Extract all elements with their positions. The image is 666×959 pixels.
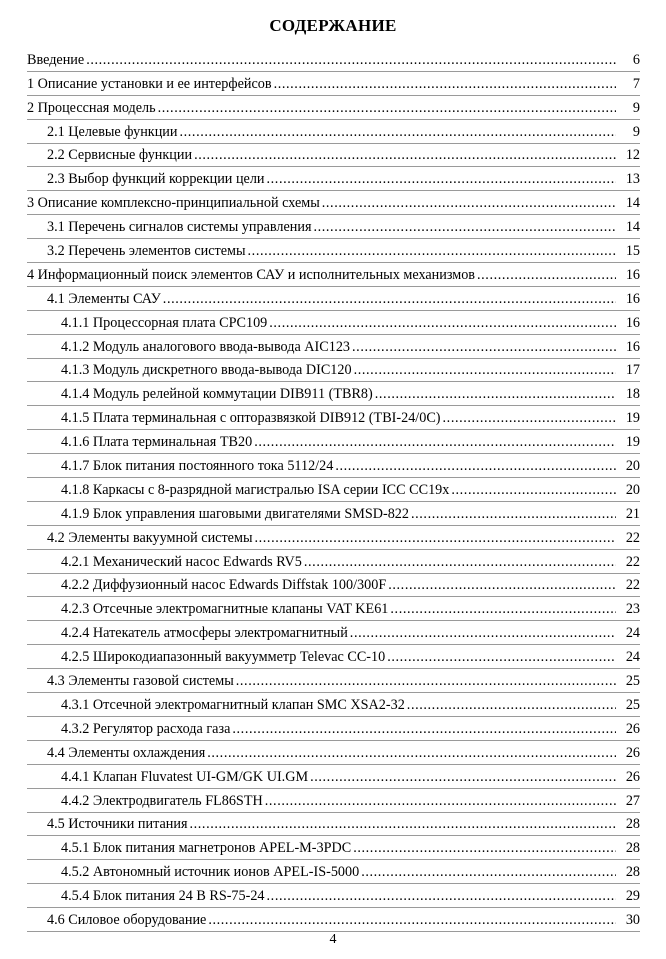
toc-entry-text: [61, 601, 616, 618]
toc-entry-page: 28: [625, 816, 640, 833]
toc-leader-dots: [207, 745, 616, 762]
table-of-contents: [27, 48, 640, 932]
toc-entry-page: 14: [625, 219, 640, 236]
toc-entry-page: 26: [625, 744, 640, 761]
toc-entry-text: [61, 649, 616, 666]
toc-entry-page: 9: [632, 123, 640, 140]
toc-leader-dots: [443, 410, 616, 427]
toc-entry[interactable]: [27, 335, 640, 359]
toc-entry-page: 23: [625, 601, 640, 618]
toc-entry-label: 2.3 Выбор функций коррекции цели: [47, 171, 265, 188]
toc-leader-dots: [86, 52, 616, 69]
toc-leader-dots: [353, 840, 616, 857]
toc-entry[interactable]: [27, 167, 640, 191]
toc-entry-text: [61, 482, 616, 499]
toc-entry-label: 4.4.1 Клапан Fluvatest UI-GM/GK UI.GM: [61, 768, 309, 785]
toc-entry-label: 4.1.6 Плата терминальная TB20: [61, 434, 253, 451]
toc-entry-page: 17: [625, 362, 640, 379]
page-title: СОДЕРЖАНИЕ: [269, 16, 397, 35]
toc-entry[interactable]: [27, 884, 640, 908]
toc-entry-label: 4.5.2 Автономный источник ионов APEL-IS-5000: [61, 864, 360, 881]
toc-entry[interactable]: [27, 430, 640, 454]
toc-entry-label: 4.3.1 Отсечной электромагнитный клапан SMC XSA2-32: [61, 696, 405, 713]
toc-leader-dots: [322, 195, 616, 212]
toc-entry-label: 1 Описание установки и ее интерфейсов: [27, 75, 272, 92]
toc-entry-label: 4.2 Элементы вакуумной системы: [47, 529, 253, 546]
toc-entry-page: 14: [625, 195, 640, 212]
toc-leader-dots: [274, 76, 616, 93]
toc-entry[interactable]: [27, 765, 640, 789]
toc-entry-label: 4.1 Элементы САУ: [47, 290, 161, 307]
toc-entry-page: 13: [625, 171, 640, 188]
toc-entry-page: 6: [632, 51, 640, 68]
toc-entry-label: 4.1.9 Блок управления шаговыми двигателями SMSD-822: [61, 505, 409, 522]
page-number: 4: [329, 932, 337, 947]
toc-leader-dots: [179, 124, 616, 141]
toc-entry[interactable]: [27, 382, 640, 406]
toc-leader-dots: [350, 625, 616, 642]
toc-entry-text: [27, 267, 616, 284]
toc-entry-text: [27, 195, 616, 212]
toc-entry-label: 4 Информационный поиск элементов САУ и исполнительных механизмов: [27, 266, 476, 283]
toc-leader-dots: [194, 147, 616, 164]
toc-entry[interactable]: [27, 669, 640, 693]
toc-entry-text: [47, 219, 616, 236]
toc-leader-dots: [267, 888, 616, 905]
toc-entry-text: [47, 816, 616, 833]
toc-entry-text: [47, 673, 616, 690]
toc-entry-page: 16: [625, 266, 640, 283]
toc-leader-dots: [163, 291, 616, 308]
toc-leader-dots: [313, 219, 616, 236]
toc-entry[interactable]: [27, 597, 640, 621]
toc-entry-text: [47, 124, 616, 141]
toc-entry-page: 9: [632, 99, 640, 116]
toc-entry-page: 28: [625, 864, 640, 881]
toc-entry-text: [61, 697, 616, 714]
toc-leader-dots: [361, 864, 616, 881]
toc-entry-label: 4.3 Элементы газовой системы: [47, 673, 234, 690]
toc-entry-text: [27, 100, 616, 117]
toc-entry-text: [61, 362, 616, 379]
toc-entry-text: [61, 458, 616, 475]
toc-entry[interactable]: [27, 621, 640, 645]
toc-leader-dots: [354, 362, 616, 379]
toc-entry-text: [61, 840, 616, 857]
toc-entry[interactable]: [27, 741, 640, 765]
toc-entry-label: 2.1 Целевые функции: [47, 123, 178, 140]
toc-entry[interactable]: [27, 836, 640, 860]
toc-entry[interactable]: [27, 96, 640, 120]
toc-entry-text: [61, 769, 616, 786]
toc-entry-text: [27, 76, 616, 93]
toc-entry-text: [61, 625, 616, 642]
toc-entry-label: 2 Процессная модель: [27, 99, 156, 116]
toc-entry-text: [47, 745, 616, 762]
toc-entry[interactable]: [27, 191, 640, 215]
toc-entry-text: [47, 291, 616, 308]
toc-leader-dots: [189, 816, 616, 833]
toc-entry-text: [61, 554, 616, 571]
toc-entry-label: 4.2.4 Натекатель атмосферы электромагнитный: [61, 625, 348, 642]
toc-entry[interactable]: [27, 311, 640, 335]
toc-entry-label: 4.2.2 Диффузионный насос Edwards Diffstak 100/300F: [61, 577, 387, 594]
toc-entry-page: 24: [625, 625, 640, 642]
toc-entry[interactable]: [27, 860, 640, 884]
toc-entry[interactable]: [27, 239, 640, 263]
toc-leader-dots: [254, 434, 616, 451]
toc-leader-dots: [390, 601, 616, 618]
toc-entry[interactable]: [27, 215, 640, 239]
toc-entry-text: [61, 721, 616, 738]
toc-entry-label: 2.2 Сервисные функции: [47, 147, 193, 164]
toc-entry-page: 19: [625, 434, 640, 451]
toc-entry[interactable]: [27, 287, 640, 311]
toc-entry-page: 18: [625, 386, 640, 403]
toc-leader-dots: [304, 554, 616, 571]
toc-entry-label: 4.4.2 Электродвигатель FL86STH: [61, 792, 263, 809]
toc-entry[interactable]: [27, 645, 640, 669]
toc-entry-text: [47, 171, 616, 188]
toc-leader-dots: [411, 506, 616, 523]
toc-entry-page: 22: [625, 553, 640, 570]
toc-entry-label: 3.1 Перечень сигналов системы управления: [47, 219, 312, 236]
toc-entry-page: 7: [632, 75, 640, 92]
toc-leader-dots: [407, 697, 616, 714]
toc-entry[interactable]: [27, 72, 640, 96]
toc-entry[interactable]: [27, 693, 640, 717]
toc-entry-page: 25: [625, 696, 640, 713]
toc-entry-text: [47, 147, 616, 164]
toc-entry[interactable]: [27, 144, 640, 168]
toc-entry-page: 26: [625, 720, 640, 737]
toc-entry-text: [61, 864, 616, 881]
toc-leader-dots: [387, 649, 616, 666]
toc-entry[interactable]: [27, 263, 640, 287]
toc-entry-text: [61, 506, 616, 523]
toc-leader-dots: [208, 912, 616, 929]
toc-entry[interactable]: [27, 359, 640, 383]
toc-entry-text: [47, 243, 616, 260]
toc-entry-page: 22: [625, 529, 640, 546]
toc-entry-page: 16: [625, 314, 640, 331]
toc-entry-page: 30: [625, 911, 640, 928]
toc-entry-label: 4.6 Силовое оборудование: [47, 911, 207, 928]
toc-entry-page: 15: [625, 243, 640, 260]
toc-entry-text: [27, 52, 616, 69]
toc-entry-label: 4.1.4 Модуль релейной коммутации DIB911 (TBR8): [61, 386, 373, 403]
toc-entry-label: 4.5.1 Блок питания магнетронов APEL-M-3PDC: [61, 840, 352, 857]
toc-entry-page: 25: [625, 673, 640, 690]
toc-leader-dots: [335, 458, 616, 475]
toc-entry-text: [61, 434, 616, 451]
toc-entry-text: [61, 386, 616, 403]
toc-entry-page: 12: [625, 147, 640, 164]
toc-leader-dots: [236, 673, 616, 690]
toc-entry-text: [61, 339, 616, 356]
toc-leader-dots: [352, 339, 616, 356]
toc-leader-dots: [254, 530, 616, 547]
toc-entry-page: 21: [625, 505, 640, 522]
toc-entry-label: 4.2.5 Широкодиапазонный вакуумметр Televac CC-10: [61, 649, 386, 666]
toc-entry[interactable]: [27, 454, 640, 478]
toc-leader-dots: [265, 793, 616, 810]
toc-entry-page: 22: [625, 577, 640, 594]
toc-leader-dots: [477, 267, 616, 284]
toc-entry-page: 26: [625, 768, 640, 785]
toc-leader-dots: [451, 482, 616, 499]
toc-entry[interactable]: [27, 526, 640, 550]
toc-entry-text: [61, 577, 616, 594]
toc-entry[interactable]: [27, 478, 640, 502]
toc-leader-dots: [158, 100, 616, 117]
toc-entry[interactable]: [27, 717, 640, 741]
toc-entry[interactable]: [27, 813, 640, 837]
toc-entry[interactable]: [27, 406, 640, 430]
toc-entry-page: 20: [625, 458, 640, 475]
toc-leader-dots: [232, 721, 616, 738]
toc-entry-text: [61, 888, 616, 905]
toc-entry-page: 16: [625, 338, 640, 355]
toc-entry-page: 16: [625, 290, 640, 307]
toc-entry-label: 4.1.3 Модуль дискретного ввода-вывода DIC120: [61, 362, 352, 379]
toc-leader-dots: [375, 386, 616, 403]
toc-entry-label: 4.2.3 Отсечные электромагнитные клапаны VAT KE61: [61, 601, 389, 618]
toc-entry-label: 4.1.2 Модуль аналогового ввода-вывода AIC123: [61, 338, 351, 355]
toc-leader-dots: [310, 769, 616, 786]
toc-entry-text: [47, 912, 616, 929]
toc-entry-label: 4.2.1 Механический насос Edwards RV5: [61, 553, 302, 570]
toc-entry-label: 4.1.5 Плата терминальная с опторазвязкой DIB912 (TBI-24/0C): [61, 410, 441, 427]
toc-entry-text: [47, 530, 616, 547]
toc-entry-text: [61, 410, 616, 427]
toc-entry[interactable]: [27, 574, 640, 598]
toc-entry-label: 4.5.4 Блок питания 24 В RS-75-24: [61, 888, 265, 905]
toc-entry-label: 4.3.2 Регулятор расхода газа: [61, 720, 231, 737]
toc-entry-label: 3 Описание комплексно-принципиальной схемы: [27, 195, 320, 212]
toc-entry[interactable]: [27, 120, 640, 144]
toc-leader-dots: [248, 243, 616, 260]
toc-entry[interactable]: [27, 789, 640, 813]
toc-entry-label: 4.1.7 Блок питания постоянного тока 5112/24: [61, 458, 334, 475]
toc-entry[interactable]: [27, 908, 640, 932]
toc-entry-page: 28: [625, 840, 640, 857]
toc-entry-page: 19: [625, 410, 640, 427]
toc-entry-label: 4.1.8 Каркасы с 8-разрядной магистралью ISA серии ICC CC19x: [61, 481, 450, 498]
toc-entry-label: Введение: [27, 51, 85, 68]
toc-entry-text: [61, 793, 616, 810]
toc-leader-dots: [388, 577, 616, 594]
toc-entry-page: 20: [625, 481, 640, 498]
toc-entry[interactable]: [27, 48, 640, 72]
toc-entry-label: 4.4 Элементы охлаждения: [47, 744, 206, 761]
toc-entry-page: 27: [625, 792, 640, 809]
toc-entry-page: 29: [625, 888, 640, 905]
toc-entry-label: 4.5 Источники питания: [47, 816, 188, 833]
toc-entry-label: 4.1.1 Процессорная плата CPC109: [61, 314, 268, 331]
toc-entry-label: 3.2 Перечень элементов системы: [47, 243, 246, 260]
toc-entry-text: [61, 315, 616, 332]
toc-entry-page: 24: [625, 649, 640, 666]
toc-entry[interactable]: [27, 502, 640, 526]
toc-leader-dots: [267, 171, 616, 188]
toc-leader-dots: [269, 315, 616, 332]
toc-entry[interactable]: [27, 550, 640, 574]
